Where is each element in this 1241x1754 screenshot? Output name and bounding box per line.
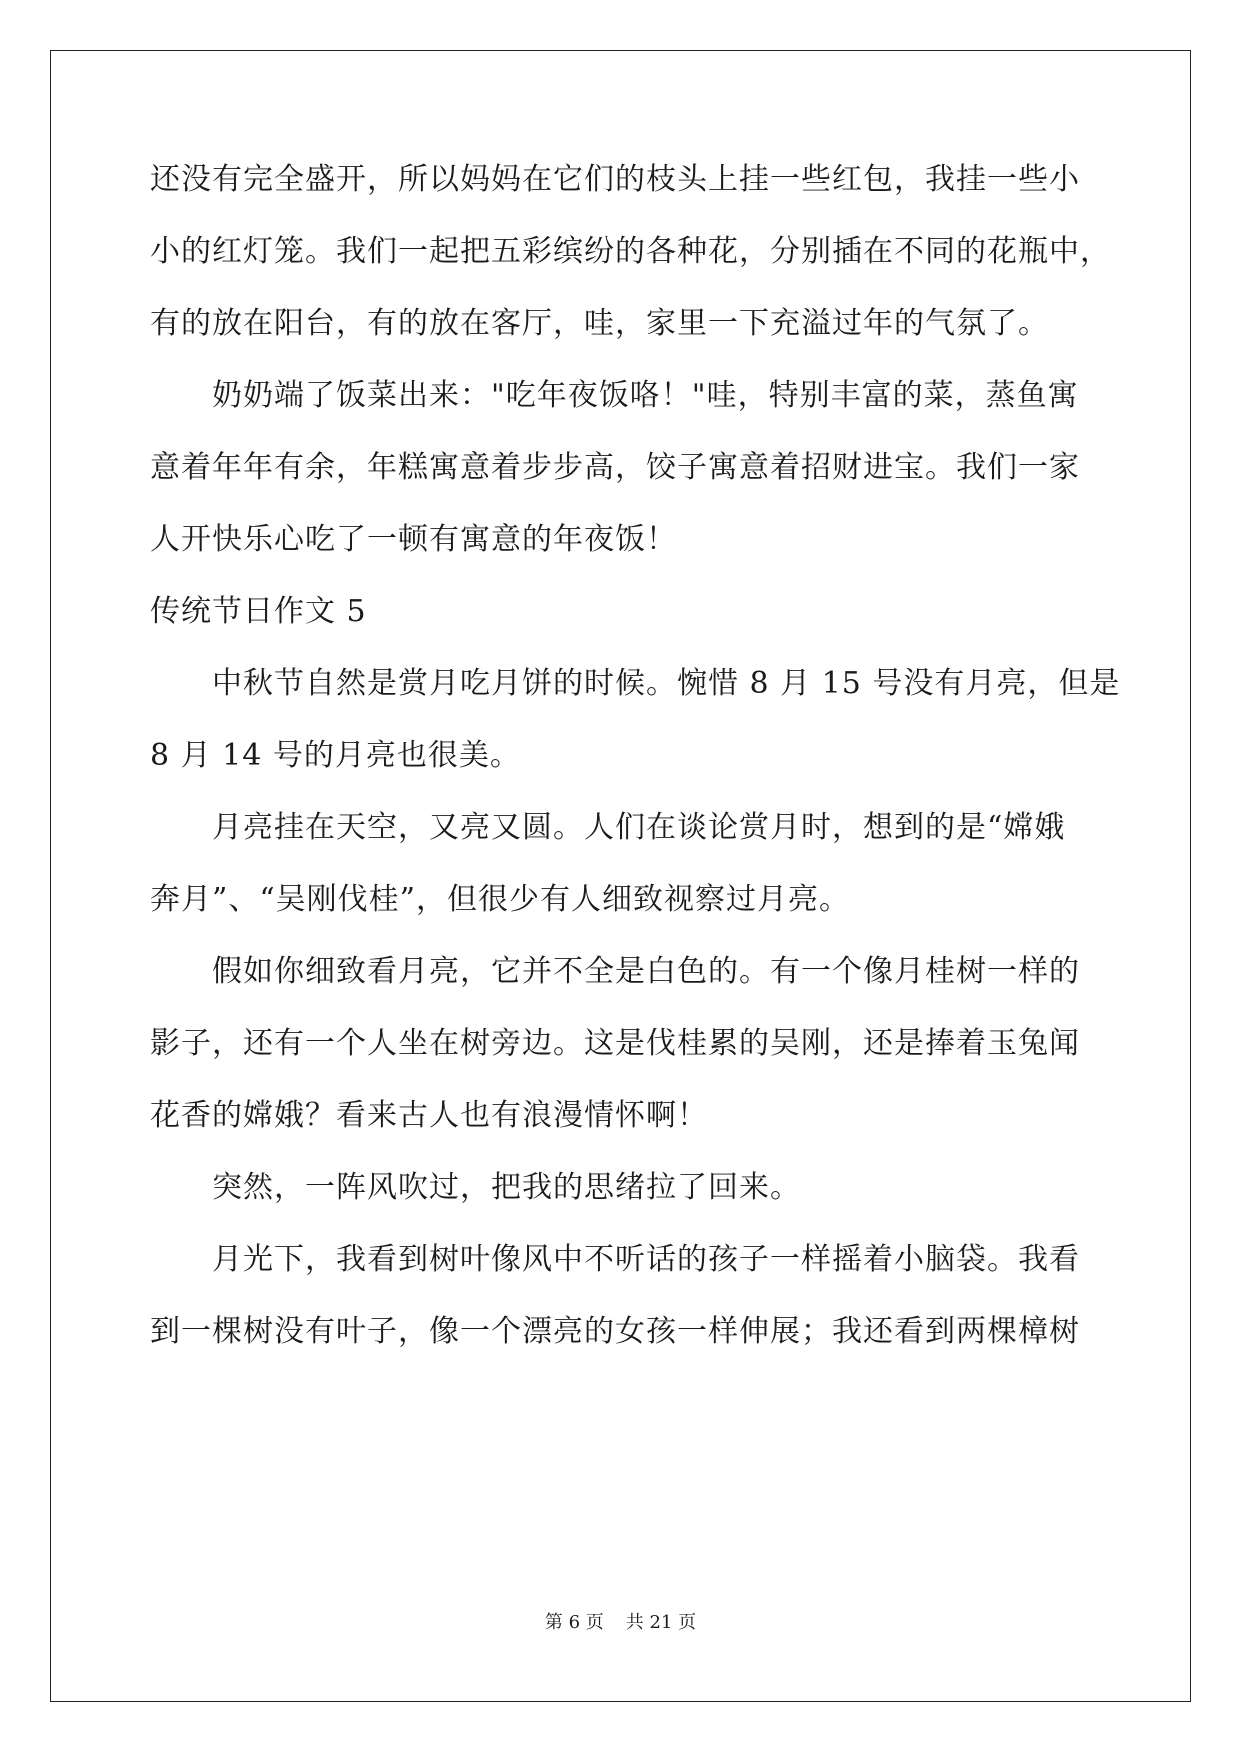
text-line: 月光下，我看到树叶像风中不听话的孩子一样摇着小脑袋。我看 xyxy=(150,1242,1080,1277)
text-line: 奔月”、“吴刚伐桂”，但很少有人细致视察过月亮。 xyxy=(150,882,851,917)
page-number: 第 6 页 xyxy=(544,1612,604,1633)
text-line: 影子，还有一个人坐在树旁边。这是伐桂累的吴刚，还是捧着玉兔闻 xyxy=(150,1026,1080,1061)
text-line: 奶奶端了饭菜出来："吃年夜饭咯！"哇，特别丰富的菜，蒸鱼寓 xyxy=(150,378,1079,413)
text-line: 还没有完全盛开，所以妈妈在它们的枝头上挂一些红包，我挂一些小 xyxy=(150,162,1080,197)
text-line: 8 月 14 号的月亮也很美。 xyxy=(150,738,521,773)
page-total: 共 21 页 xyxy=(625,1612,697,1633)
text-line: 意着年年有余，年糕寓意着步步高，饺子寓意着招财进宝。我们一家 xyxy=(150,450,1080,485)
text-line: 月亮挂在天空，又亮又圆。人们在谈论赏月时，想到的是“嫦娥 xyxy=(150,810,1066,845)
text-line: 突然，一阵风吹过，把我的思绪拉了回来。 xyxy=(150,1170,801,1205)
page-border xyxy=(50,50,1191,1702)
section-heading: 传统节日作文 5 xyxy=(150,594,367,629)
text-line: 到一棵树没有叶子，像一个漂亮的女孩一样伸展；我还看到两棵樟树 xyxy=(150,1314,1080,1349)
text-line: 假如你细致看月亮，它并不全是白色的。有一个像月桂树一样的 xyxy=(150,954,1080,989)
text-line: 人开快乐心吃了一顿有寓意的年夜饭！ xyxy=(150,522,677,557)
text-line: 有的放在阳台，有的放在客厅，哇，家里一下充溢过年的气氛了。 xyxy=(150,306,1049,341)
text-line: 花香的嫦娥？看来古人也有浪漫情怀啊！ xyxy=(150,1098,708,1133)
text-line: 中秋节自然是赏月吃月饼的时候。惋惜 8 月 15 号没有月亮，但是 xyxy=(150,666,1121,701)
text-line: 小的红灯笼。我们一起把五彩缤纷的各种花，分别插在不同的花瓶中， xyxy=(150,234,1111,269)
page-footer xyxy=(0,1612,1241,1634)
